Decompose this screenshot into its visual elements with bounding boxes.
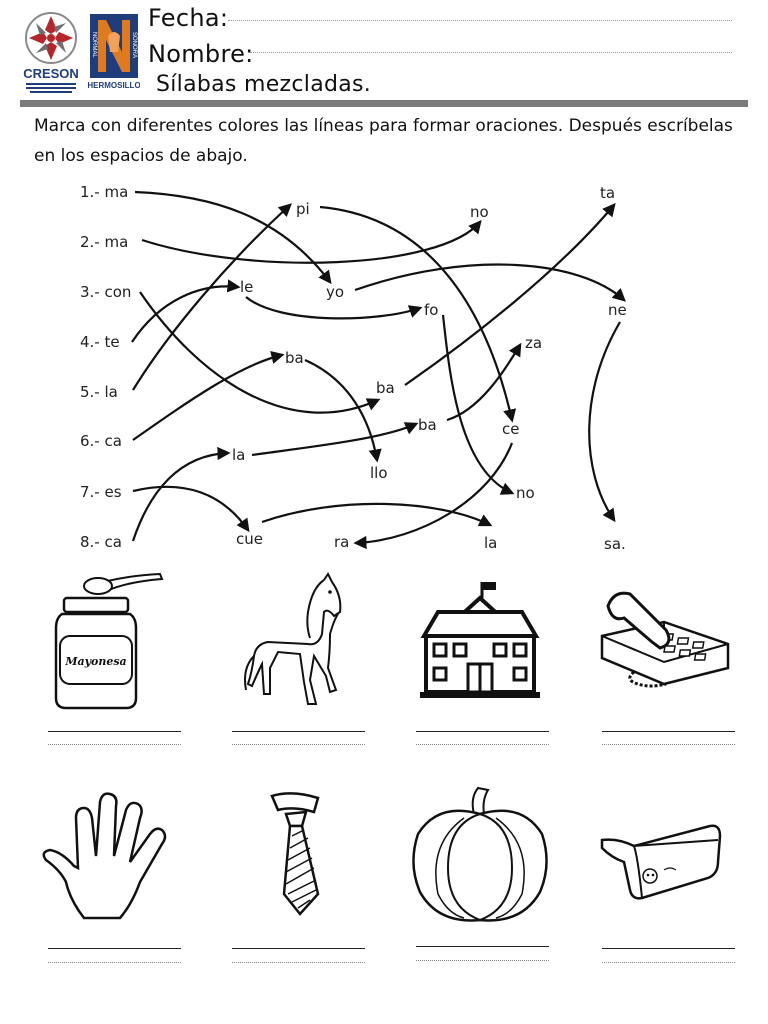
answer-line[interactable] xyxy=(48,948,181,949)
name-label: Nombre: xyxy=(148,40,254,68)
syllable: fo xyxy=(424,301,439,319)
tie-image xyxy=(262,790,332,920)
syllable: ce xyxy=(502,420,520,438)
answer-guide-line xyxy=(232,962,365,963)
answer-line[interactable] xyxy=(416,946,549,947)
pencil-case-image xyxy=(598,818,724,904)
telephone-image xyxy=(594,584,734,696)
date-field[interactable] xyxy=(228,20,732,21)
normal-sonora-logo xyxy=(88,12,140,94)
answer-line[interactable] xyxy=(602,731,735,732)
answer-guide-line xyxy=(232,744,365,745)
left-item: 4.- te xyxy=(80,333,120,351)
mayonesa-jar-image xyxy=(50,568,170,718)
connector-lines xyxy=(132,192,624,543)
left-item: 7.- es xyxy=(80,483,122,501)
name-field[interactable] xyxy=(250,52,732,53)
syllable: la xyxy=(484,534,498,552)
hand-image xyxy=(40,790,184,926)
answer-line[interactable] xyxy=(232,731,365,732)
svg-text:SONORA: SONORA xyxy=(131,32,137,59)
date-label: Fecha: xyxy=(148,4,229,32)
svg-text:Mayonesa: Mayonesa xyxy=(65,655,127,668)
answer-line[interactable] xyxy=(48,731,181,732)
left-item: 8.- ca xyxy=(80,533,122,551)
answer-line[interactable] xyxy=(416,731,549,732)
answer-guide-line xyxy=(416,744,549,745)
answer-guide-line xyxy=(602,962,735,963)
syllable: ba xyxy=(285,349,304,367)
header-divider xyxy=(20,100,748,107)
syllable: za xyxy=(525,334,543,352)
left-item: 3.- con xyxy=(80,283,132,301)
syllable: ba xyxy=(376,379,395,397)
syllable-matching-exercise xyxy=(0,170,768,560)
svg-text:NORMAL: NORMAL xyxy=(91,32,97,58)
svg-text:HERMOSILLO: HERMOSILLO xyxy=(88,81,140,90)
syllable: ra xyxy=(334,533,350,551)
left-item: 5.- la xyxy=(80,383,118,401)
syllable: ba xyxy=(418,416,437,434)
worksheet-title: Sílabas mezcladas. xyxy=(156,72,372,97)
syllable: no xyxy=(470,203,489,221)
answer-line[interactable] xyxy=(232,948,365,949)
left-item: 6.- ca xyxy=(80,432,122,450)
syllable: le xyxy=(240,278,254,296)
answer-line[interactable] xyxy=(602,948,735,949)
answer-guide-line xyxy=(416,960,549,961)
creson-logo xyxy=(20,8,82,96)
left-item: 1.- ma xyxy=(80,183,129,201)
syllable: ta xyxy=(600,184,616,202)
syllable: pi xyxy=(296,200,310,218)
syllable: la xyxy=(232,446,246,464)
pumpkin-image xyxy=(408,784,552,926)
left-column xyxy=(80,183,131,551)
answer-guide-line xyxy=(48,744,181,745)
answer-guide-line xyxy=(48,962,181,963)
horse-image xyxy=(238,572,348,712)
instructions-text: Marca con diferentes colores las líneas para formar oraciones. Después escríbelas en los espacios de abajo. xyxy=(34,116,733,166)
answer-guide-line xyxy=(602,744,735,745)
svg-text:CRESON: CRESON xyxy=(23,66,79,81)
syllable: sa. xyxy=(604,535,626,553)
school-image xyxy=(420,580,540,702)
left-item: 2.- ma xyxy=(80,233,129,251)
syllable: no xyxy=(516,484,535,502)
syllable: ne xyxy=(608,301,627,319)
syllable: llo xyxy=(370,464,388,482)
syllable: yo xyxy=(326,283,345,301)
syllable: cue xyxy=(236,530,263,548)
